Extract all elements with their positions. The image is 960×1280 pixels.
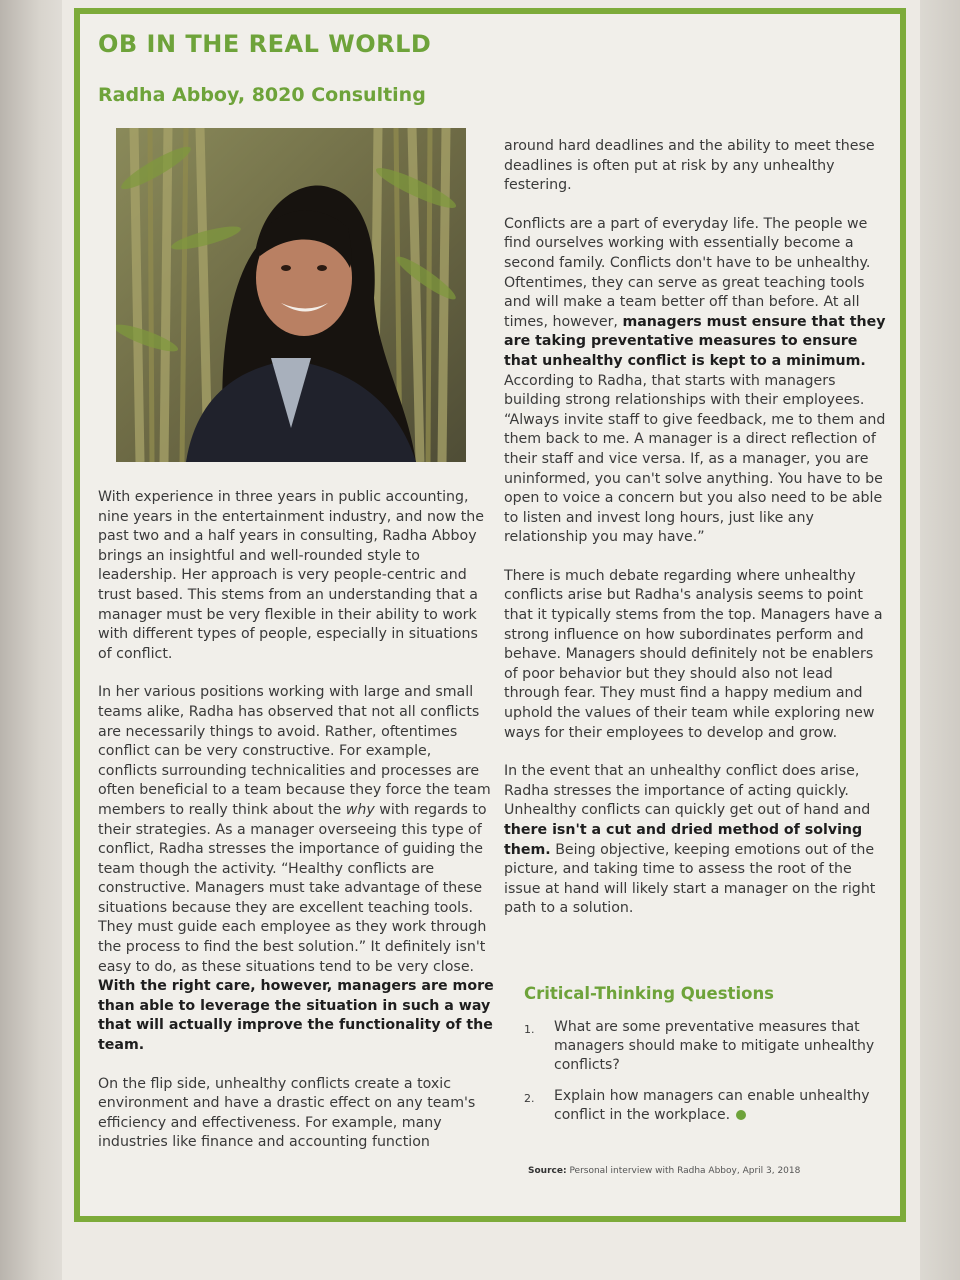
list-item [524, 1018, 904, 1075]
text-span: with regards to their strategies. As a manager overseeing this type of conflict, Radha stresses the importance of guiding the team though the activity. “Healthy conflicts are constructive. Managers must take advantage of these situations because they are excellent teaching tools. They must guide each employee as they work through the process to find the best solution.” It definitely isn't easy to do, as these situations tend to be very close. [98, 801, 487, 975]
bold-highlight: managers must ensure that they are taking preventative measures to ensure that unhealthy conflict is kept to a minimum. [504, 313, 886, 369]
question-number: 1. [524, 1023, 535, 1036]
text-span: According to Radha, that starts with managers building strong relationships with their employees. “Always invite staff to give feedback, me to them and them back to me. A manager is a direct reflection of their staff and vice versa. If, as a manager, you are uninformed, you can't solve anything. You have to be open to voice a concern but you also need to be able to listen and invest long hours, just like any relationship you may have.” [504, 372, 886, 546]
source-credit [528, 1166, 908, 1176]
portrait-photo-icon [116, 128, 466, 462]
text-span: Conflicts are a part of everyday life. The people we find ourselves working with essentially become a second family. Conflicts don't have to be unhealthy. Oftentimes, they can serve as great teaching tools and will make a team better off than before. At all times, however, [504, 215, 871, 330]
text-span: In the event that an unhealthy conflict does arise, Radha stresses the importance of acting quickly. Unhealthy conflicts can quickly get out of hand and [504, 763, 871, 819]
left-paragraph-1: With experience in three years in public accounting, nine years in the entertainment industry, and now the past two and a half years in consulting, Radha Abboy brings an insightful and well-rounded style to leadership. Her approach is very people-centric and trust based. This stems from an understanding that a manager must be very flexible in their ability to work with different types of people, especially in situations of conflict. [98, 489, 485, 662]
bold-highlight: With the right care, however, managers are more than able to leverage the situation in such a way that will actually improve the functionality of the team. [98, 978, 494, 1054]
section-title: OB IN THE REAL WORLD [98, 30, 432, 58]
right-paragraph-2 [504, 215, 890, 548]
end-bullet-icon [736, 1110, 746, 1120]
text-span: Explain how managers can enable unhealthy conflict in the workplace. [554, 1088, 870, 1123]
text-span: In her various positions working with large and small teams alike, Radha has observed that not all conflicts are necessarily things to avoid. Rather, oftentimes conflict can be very constructive. For example, conflicts surrounding technicalities and processes are often beneficial to a team because they force the team members to really think about the [98, 684, 491, 818]
right-paragraph-1: around hard deadlines and the ability to meet these deadlines is often put at risk by any unhealthy festering. [504, 138, 875, 194]
question-text [554, 1087, 904, 1125]
page-edge [920, 0, 960, 1280]
source-text: Personal interview with Radha Abboy, April 3, 2018 [569, 1166, 801, 1176]
critical-thinking-title: Critical-Thinking Questions [524, 984, 775, 1003]
question-number: 2. [524, 1092, 535, 1105]
left-paragraph-3: On the flip side, unhealthy conflicts create a toxic environment and have a drastic effect on any team's efficiency and effectiveness. For example, many industries like finance and accounting function [98, 1075, 476, 1151]
right-paragraph-4 [504, 762, 890, 919]
right-paragraph-3: There is much debate regarding where unhealthy conflicts arise but Radha's analysis seems to point that it typically stems from the top. Managers have a strong influence on how subordinates perform and behave. Managers should definitely not be enablers of poor behavior but they should also not lead through fear. They must find a happy medium and uphold the values of their team while exploring new ways for their employees to develop and grow. [504, 567, 883, 741]
bold-highlight: there isn't a cut and dried method of solving them. [504, 822, 863, 858]
left-column [98, 488, 494, 1172]
emphasis-why: why [345, 801, 375, 818]
source-label: Source: [528, 1166, 567, 1176]
question-text: What are some preventative measures that managers should make to mitigate unhealthy conflicts? [554, 1019, 875, 1073]
list-item [524, 1087, 904, 1125]
right-column [504, 137, 890, 938]
left-paragraph-2 [98, 683, 494, 1055]
profile-subtitle: Radha Abboy, 8020 Consulting [98, 84, 426, 106]
question-list [524, 1018, 904, 1137]
text-span: Being objective, keeping emotions out of the picture, and taking time to assess the root of the issue at hand will likely start a manager on the right path to a solution. [504, 841, 876, 917]
